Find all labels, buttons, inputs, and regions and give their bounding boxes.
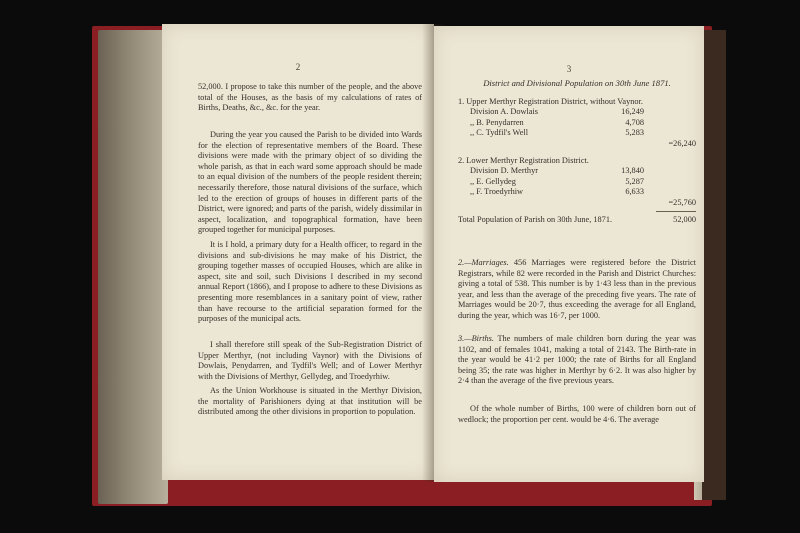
population-table xyxy=(458,78,696,225)
births-heading: 3.—Births. xyxy=(458,334,494,343)
paragraph-text: I shall therefore still speak of the Sub-Registration District of Upper Merthyr, (not including Vaynor) with the Divisions of Dowlais, Penydarren, and Tydfil's Well; and of Lower Merthyr with the Divisions of Merthyr, Gellydeg, and Troedyrhiw. xyxy=(198,340,422,381)
table-row xyxy=(470,107,644,118)
row-label: ,, C. Tydfil's Well xyxy=(470,128,529,138)
left-paragraph-3 xyxy=(198,240,422,325)
births-text: The numbers of male children born during the year was 1102, and of females 1041, making a total of 2143. The Birth-rate in the year would be 41·2 per 1000; the rate of Births for all England being 35; the rate was higher in Merthyr by 6·2. It was also higher by 2·4 than the average of the five previous years. xyxy=(458,334,696,386)
lower-merthyr-heading: 2. Lower Merthyr Registration District. xyxy=(458,155,589,165)
paragraph-text: During the year you caused the Parish to be divided into Wards for the election of representative members of the Board. These divisions were made with the primary object of so dividing the whole parish, as that in each ward some approach should be made to an equal division of the numbers of the people resident therein; necessarily therefore, those natural divisions of the surface, which led to the erection of groups of houses in different parts of the District, were ignored; and parts of the parish, widely dissimilar in aspect, localization, and topographical formation, have been grouped together for municipal purposes. xyxy=(198,130,422,235)
row-label: ,, E. Gellydeg xyxy=(470,176,516,186)
open-book xyxy=(92,18,732,508)
paragraph-text: As the Union Workhouse is situated in the Merthyr Division, the mortality of Parishioners dying at that institution will be distributed among the other divisions in proportion to population. xyxy=(198,386,422,417)
row-value: 5,283 xyxy=(625,128,644,138)
left-paragraph-1 xyxy=(198,82,422,114)
grand-total-row xyxy=(458,215,696,226)
table-row xyxy=(458,139,696,150)
left-paragraph-2 xyxy=(198,130,422,236)
row-label: ,, B. Penydarren xyxy=(470,117,524,127)
marriages-heading: 2.—Marriages. xyxy=(458,258,509,267)
left-page-number: 2 xyxy=(295,62,301,72)
row-label: Division A. Dowlais xyxy=(470,107,538,117)
left-paragraph-4 xyxy=(198,340,422,382)
marriages-section xyxy=(458,258,696,322)
row-value: 5,287 xyxy=(625,176,644,186)
row-value: 13,840 xyxy=(621,166,644,176)
paragraph-text: 52,000. I propose to take this number of the people, and the above total of the Houses, as the basis of my calculations of rates of Births, Deaths, &c., &c. for the year. xyxy=(198,82,422,113)
table-row xyxy=(470,187,644,198)
total-rule xyxy=(656,211,696,212)
page-edges-left xyxy=(98,30,168,504)
row-value: 16,249 xyxy=(621,107,644,117)
table-row xyxy=(470,118,644,129)
marriages-text: 456 Marriages were registered before the District Registrars, while 82 were recorded in the Parish and District Churches: giving a total of 538. This number is by 1·43 less than in the previous year, and less than the average of the preceding five years. The rate of Marriages would be 20·7, thus exceeding the average for all England, during the year, which was 16·7, per 1000. xyxy=(458,258,696,320)
paragraph-text: It is I hold, a primary duty for a Health officer, to regard in the divisions and sub-divisions he may make of his District, the grouping together masses of occupied Houses, which are alike in aspect, site and soil, such Divisions I described in my second annual Report (1866), and I propose to adhere to these Divisions as presenting more resemblances in a sanitary point of view, rather than have recourse to the artificial separation formed for the purposes of the municipal acts. xyxy=(198,240,422,324)
book-cover-right xyxy=(702,30,726,500)
row-value: 6,633 xyxy=(625,187,644,197)
lower-total: =25,760 xyxy=(668,197,696,207)
table-row xyxy=(470,128,644,139)
upper-merthyr-heading: 1. Upper Merthyr Registration District, without Vaynor. xyxy=(458,96,643,106)
right-page-number: 3 xyxy=(566,64,572,74)
table-row xyxy=(458,198,696,209)
left-page xyxy=(162,24,434,480)
grand-total-value: 52,000 xyxy=(673,214,696,224)
row-value: 4,708 xyxy=(625,117,644,127)
paragraph-text: Of the whole number of Births, 100 were of children born out of wedlock; the proportion per cent. would be 4·6. The average xyxy=(458,404,696,424)
upper-rows xyxy=(458,107,644,139)
table-row xyxy=(470,177,644,188)
table-title: District and Divisional Population on 30th June 1871. xyxy=(483,78,671,88)
upper-total: =26,240 xyxy=(668,138,696,148)
row-label: ,, F. Troedyrhiw xyxy=(470,187,524,197)
lower-rows xyxy=(458,166,644,198)
births-section xyxy=(458,334,696,387)
left-paragraph-5 xyxy=(198,386,422,418)
wedlock-paragraph xyxy=(458,404,696,425)
table-row xyxy=(470,166,644,177)
grand-total-label: Total Population of Parish on 30th June, 1871. xyxy=(458,214,613,224)
row-label: Division D. Merthyr xyxy=(470,166,538,176)
right-page xyxy=(434,26,704,482)
